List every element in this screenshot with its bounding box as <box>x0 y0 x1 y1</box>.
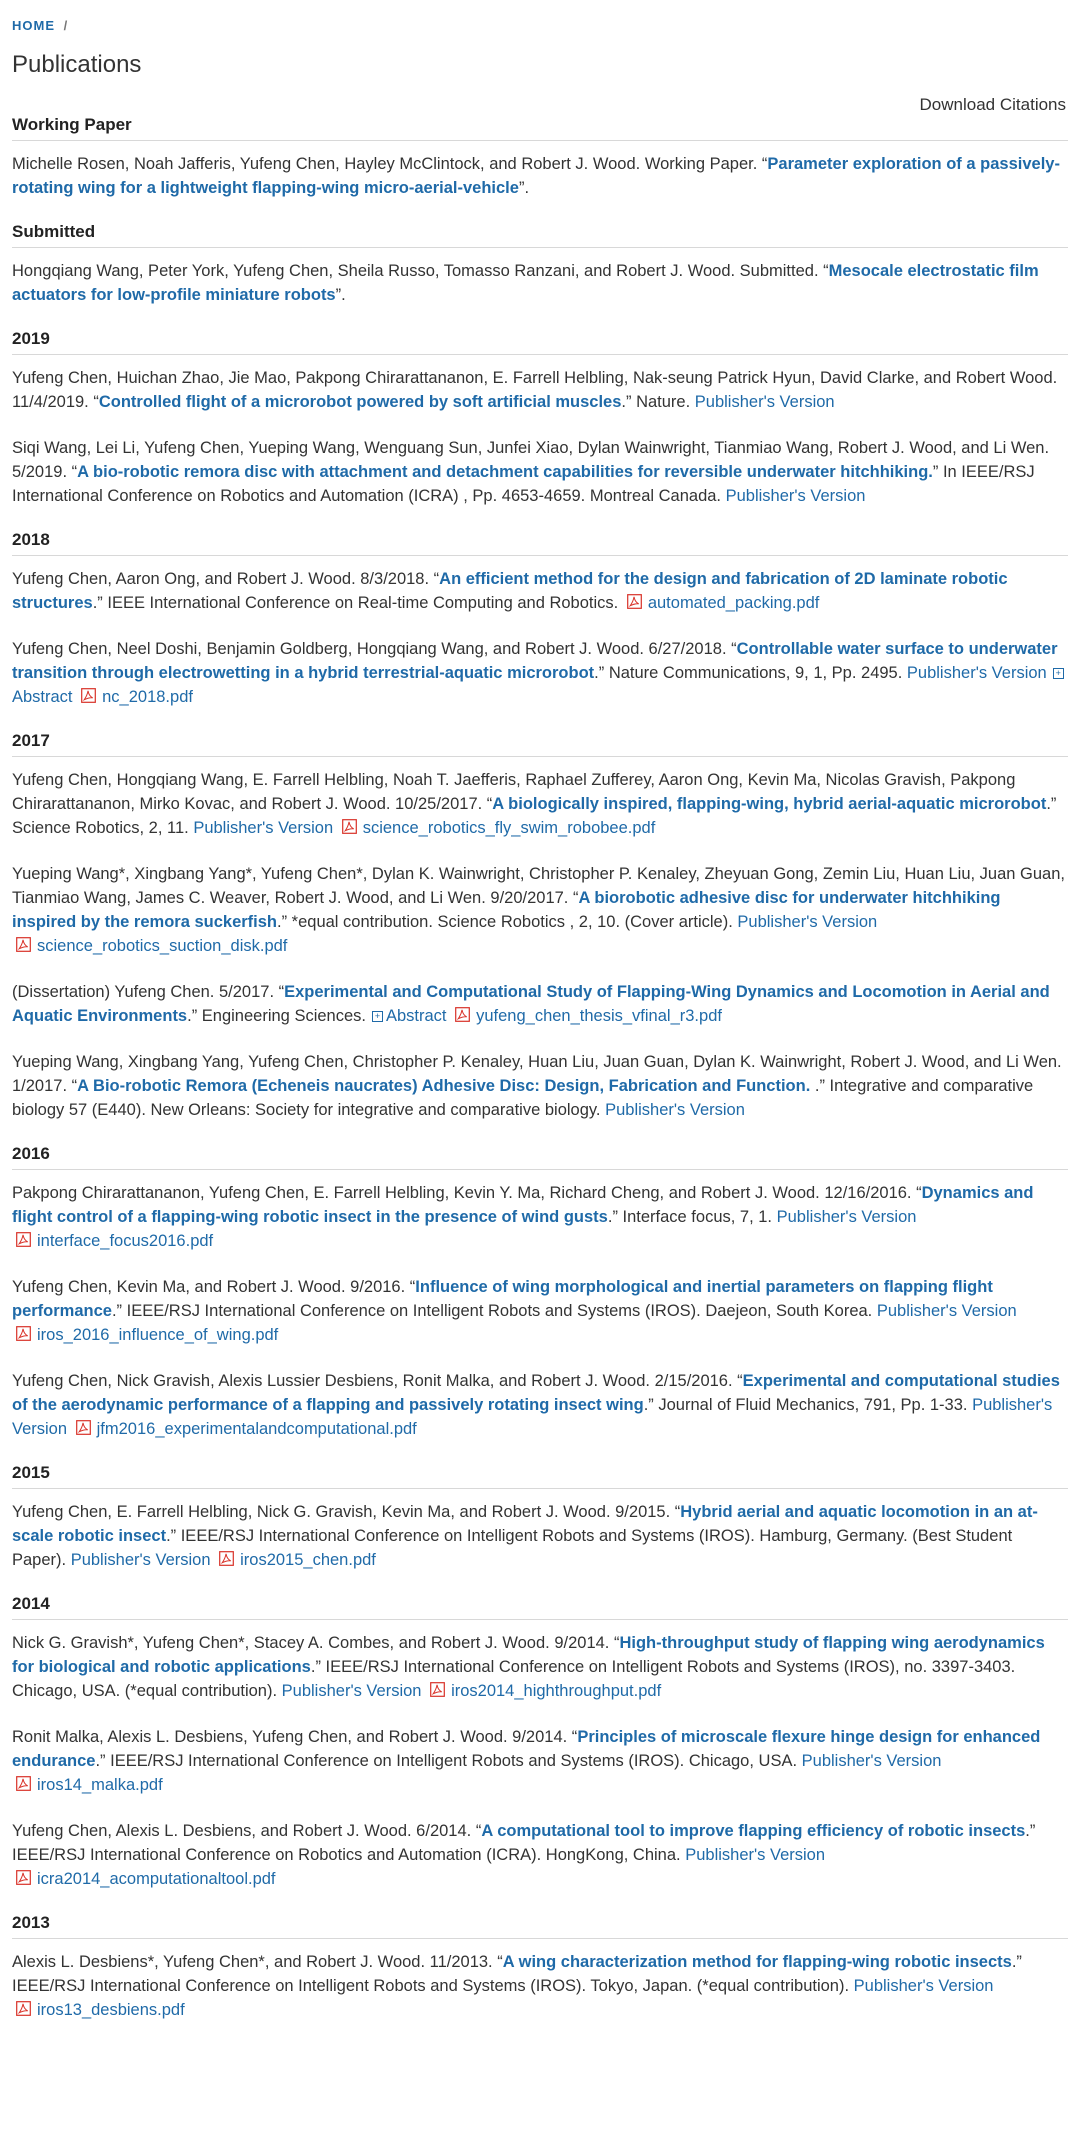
section-heading: 2019 <box>12 329 1068 355</box>
citation-details: .” IEEE/RSJ International Conference on Robotics and Automation (ICRA). HongKong, China. <box>12 1822 1036 1864</box>
abstract-link[interactable]: Abstract <box>12 688 73 706</box>
publication-title-link[interactable]: High-throughput study of flapping wing aerodynamics for biological and robotic applications <box>12 1634 1045 1676</box>
citation-details: .” Journal of Fluid Mechanics, 791, Pp. 1-33. <box>643 1396 968 1414</box>
citation-authors: Nick G. Gravish*, Yufeng Chen*, Stacey A. Combes, and Robert J. Wood. 9/2014. “ <box>12 1634 620 1652</box>
citation-authors: Pakpong Chirarattananon, Yufeng Chen, E. Farrell Helbling, Kevin Y. Ma, Richard Cheng, and Robert J. Wood. 12/16/2016. “ <box>12 1184 922 1202</box>
citation-details: .” Integrative and comparative biology 57 (E440). New Orleans: Society for integrative and comparative biology. <box>12 1077 1034 1119</box>
citation-authors: Yufeng Chen, Hongqiang Wang, E. Farrell Helbling, Noah T. Jaefferis, Raphael Zufferey, Aaron Ong, Kevin Ma, Nicolas Gravish, Pakpong Chirarattananon, Mirko Kovac, and Robert J. Wood. 10/25/2017. “ <box>12 771 1016 813</box>
pdf-attachment[interactable] <box>12 1323 278 1347</box>
publication-entry <box>12 1050 1068 1122</box>
pdf-icon <box>16 937 31 952</box>
publication-title-link[interactable]: Dynamics and flight control of a flapping-wing robotic insect in the presence of wind gusts <box>12 1184 1034 1226</box>
citation-authors: Hongqiang Wang, Peter York, Yufeng Chen, Sheila Russo, Tomasso Ranzani, and Robert J. Wood. Submitted. “ <box>12 262 829 280</box>
pdf-icon <box>430 1682 445 1697</box>
pdf-file-link[interactable]: iros2015_chen.pdf <box>240 1551 376 1569</box>
publication-entry <box>12 366 1068 414</box>
publication-section <box>12 115 1068 200</box>
citation-details: .” Nature Communications, 9, 1, Pp. 2495. <box>594 664 903 682</box>
publication-entry <box>12 980 1068 1028</box>
pdf-file-link[interactable]: nc_2018.pdf <box>102 688 193 706</box>
citation-details: .” IEEE/RSJ International Conference on Intelligent Robots and Systems (IROS). Daejeon, South Korea. <box>111 1302 873 1320</box>
citation-details: ”. <box>518 179 530 197</box>
publisher-version-link[interactable]: Publisher's Version <box>737 913 878 931</box>
section-heading: 2016 <box>12 1144 1068 1170</box>
pdf-file-link[interactable]: icra2014_acomputationaltool.pdf <box>37 1870 276 1888</box>
pdf-file-link[interactable]: yufeng_chen_thesis_vfinal_r3.pdf <box>476 1007 722 1025</box>
section-heading: 2017 <box>12 731 1068 757</box>
publisher-version-link[interactable]: Publisher's Version <box>605 1101 745 1119</box>
breadcrumb-separator: / <box>63 18 69 33</box>
section-heading: 2015 <box>12 1463 1068 1489</box>
publication-entry <box>12 637 1068 709</box>
publication-section <box>12 329 1068 508</box>
publication-title-link[interactable]: A wing characterization method for flapping-wing robotic insects <box>502 1953 1012 1971</box>
download-citations-link[interactable]: Download Citations <box>919 95 1066 114</box>
publication-entry <box>12 1819 1068 1891</box>
publisher-version-link[interactable]: Publisher's Version <box>12 1396 1053 1438</box>
citation-details: .” *equal contribution. Science Robotics , 2, 10. (Cover article). <box>277 913 733 931</box>
abstract-link[interactable]: Abstract <box>385 1007 447 1025</box>
pdf-icon <box>81 688 96 703</box>
citation-details: .” Interface focus, 7, 1. <box>607 1208 773 1226</box>
citation-authors: Yueping Wang*, Xingbang Yang*, Yufeng Chen*, Dylan K. Wainwright, Christopher P. Kenaley, Zheyuan Gong, Zemin Liu, Huan Liu, Juan Guan, Tianmiao Wang, James C. Weaver, Robert J. Wood, and Li Wen. 9/20/2017. “ <box>12 865 1065 907</box>
publication-entry <box>12 436 1068 508</box>
publication-section <box>12 530 1068 709</box>
pdf-attachment[interactable] <box>12 1867 276 1891</box>
publication-entry <box>12 1369 1068 1441</box>
publication-section <box>12 1463 1068 1572</box>
citation-authors: Yufeng Chen, Kevin Ma, and Robert J. Wood. 9/2016. “ <box>12 1278 416 1296</box>
publication-entry <box>12 1631 1068 1703</box>
pdf-icon <box>219 1551 234 1566</box>
publication-entry <box>12 1725 1068 1797</box>
pdf-attachment[interactable] <box>426 1679 661 1703</box>
pdf-attachment[interactable] <box>12 1773 163 1797</box>
publication-title-link[interactable]: A Bio-robotic Remora (Echeneis naucrates) Adhesive Disc: Design, Fabrication and Function. <box>77 1077 811 1095</box>
section-heading: 2018 <box>12 530 1068 556</box>
pdf-attachment[interactable] <box>72 1417 417 1441</box>
citation-details: .” IEEE International Conference on Real-time Computing and Robotics. <box>92 594 619 612</box>
citation-authors: Yufeng Chen, Aaron Ong, and Robert J. Wood. 8/3/2018. “ <box>12 570 440 588</box>
publication-list <box>12 115 1068 2022</box>
publisher-version-link[interactable]: Publisher's Version <box>694 393 835 411</box>
publisher-version-link[interactable]: Publisher's Version <box>685 1846 826 1864</box>
pdf-attachment[interactable] <box>12 1229 213 1253</box>
breadcrumb-home-link[interactable]: HOME <box>12 18 55 33</box>
plus-square-icon[interactable]: + <box>1053 668 1064 679</box>
citation-details: .” Engineering Sciences. <box>187 1007 366 1025</box>
publication-title-link[interactable]: Parameter exploration of a passively-rotating wing for a lightweight flapping-wing micro-aerial-vehicle <box>12 155 1060 197</box>
section-heading: Submitted <box>12 222 1068 248</box>
publisher-version-link[interactable]: Publisher's Version <box>906 664 1047 682</box>
publication-title-link[interactable]: Experimental and computational studies of the aerodynamic performance of a flapping and passively rotating insect wing <box>12 1372 1060 1414</box>
publisher-version-link[interactable]: Publisher's Version <box>801 1752 942 1770</box>
citation-authors: Yufeng Chen, Alexis L. Desbiens, and Robert J. Wood. 6/2014. “ <box>12 1822 482 1840</box>
publisher-version-link[interactable]: Publisher's Version <box>281 1682 422 1700</box>
pdf-file-link[interactable]: iros2014_highthroughput.pdf <box>451 1682 662 1700</box>
publication-entry <box>12 152 1068 200</box>
publication-section <box>12 1913 1068 2022</box>
publication-section <box>12 731 1068 1122</box>
section-heading: Working Paper <box>12 115 1068 141</box>
publication-title-link[interactable]: A biologically inspired, flapping-wing, hybrid aerial-aquatic microrobot <box>492 795 1047 813</box>
citation-authors: Yufeng Chen, Huichan Zhao, Jie Mao, Pakpong Chirarattananon, E. Farrell Helbling, Nak-seung Patrick Hyun, David Clarke, and Robert Wood. 11/4/2019. “ <box>12 369 1058 411</box>
citation-details: ” In IEEE/RSJ International Conference on Robotics and Automation (ICRA) , Pp. 4653-4659. Montreal Canada. <box>12 463 1035 505</box>
pdf-file-link[interactable]: science_robotics_suction_disk.pdf <box>37 937 288 955</box>
pdf-icon <box>455 1007 470 1022</box>
publication-section <box>12 222 1068 307</box>
publication-title-link[interactable]: Influence of wing morphological and inertial parameters on flapping flight performance <box>12 1278 993 1320</box>
publisher-version-link[interactable]: Publisher's Version <box>876 1302 1017 1320</box>
pdf-file-link[interactable]: interface_focus2016.pdf <box>37 1232 214 1250</box>
pdf-file-link[interactable]: iros13_desbiens.pdf <box>37 2001 185 2019</box>
publication-section <box>12 1594 1068 1891</box>
publication-entry <box>12 1500 1068 1572</box>
pdf-icon <box>16 1870 31 1885</box>
citation-authors: Alexis L. Desbiens*, Yufeng Chen*, and Robert J. Wood. 11/2013. “ <box>12 1953 503 1971</box>
pdf-attachment[interactable] <box>451 1004 722 1028</box>
pdf-file-link[interactable]: science_robotics_fly_swim_robobee.pdf <box>362 819 656 837</box>
publication-entry <box>12 567 1068 615</box>
plus-square-icon[interactable]: + <box>372 1011 383 1022</box>
citation-details: .” IEEE/RSJ International Conference on Intelligent Robots and Systems (IROS), no. 3397-3403. Chicago, USA. (*equal contribution). <box>12 1658 1016 1700</box>
publication-title-link[interactable]: A bio-robotic remora disc with attachment and detachment capabilities for reversible underwater hitchhiking. <box>77 463 933 481</box>
publication-title-link[interactable]: Mesocale electrostatic film actuators for low-profile miniature robots <box>12 262 1039 304</box>
citation-authors: Yueping Wang, Xingbang Yang, Yufeng Chen, Christopher P. Kenaley, Huan Liu, Juan Guan, Dylan K. Wainwright, Robert J. Wood, and Li Wen. 1/2017. “ <box>12 1053 1062 1095</box>
citation-details: .” Science Robotics, 2, 11. <box>12 795 1057 837</box>
publication-title-link[interactable]: Controlled flight of a microrobot powered by soft artificial muscles <box>98 393 622 411</box>
pdf-file-link[interactable]: jfm2016_experimentalandcomputational.pdf <box>96 1420 417 1438</box>
section-heading: 2013 <box>12 1913 1068 1939</box>
pdf-attachment[interactable] <box>12 1998 185 2022</box>
publisher-version-link[interactable]: Publisher's Version <box>853 1977 994 1995</box>
page-title: Publications <box>12 51 142 78</box>
pdf-attachment[interactable] <box>338 816 656 840</box>
citation-details: .” Nature. <box>621 393 691 411</box>
publication-title-link[interactable]: Controllable water surface to underwater transition through electrowetting in a hybrid terrestrial-aquatic microrobot <box>12 640 1058 682</box>
publication-section <box>12 1144 1068 1441</box>
citation-details: .” IEEE/RSJ International Conference on Intelligent Robots and Systems (IROS). Tokyo, Japan. (*equal contribution). <box>12 1953 1022 1995</box>
publication-entry <box>12 862 1068 958</box>
citation-authors: Siqi Wang, Lei Li, Yufeng Chen, Yueping Wang, Wenguang Sun, Junfei Xiao, Dylan Wainwright, Tianmiao Wang, Robert J. Wood, and Li Wen. 5/2019. “ <box>12 439 1050 481</box>
pdf-attachment[interactable] <box>623 591 820 615</box>
citation-authors: Yufeng Chen, E. Farrell Helbling, Nick G. Gravish, Kevin Ma, and Robert J. Wood. 9/2015. “ <box>12 1503 681 1521</box>
pdf-icon <box>16 2001 31 2016</box>
citation-details: .” IEEE/RSJ International Conference on Intelligent Robots and Systems (IROS). Hamburg, Germany. (Best Student Paper). <box>12 1527 1013 1569</box>
pdf-file-link[interactable]: iros_2016_influence_of_wing.pdf <box>37 1326 279 1344</box>
publication-entry <box>12 1181 1068 1253</box>
citation-authors: Yufeng Chen, Neel Doshi, Benjamin Goldberg, Hongqiang Wang, and Robert J. Wood. 6/27/2018. “ <box>12 640 737 658</box>
citation-authors: Ronit Malka, Alexis L. Desbiens, Yufeng Chen, and Robert J. Wood. 9/2014. “ <box>12 1728 578 1746</box>
pdf-icon <box>16 1776 31 1791</box>
publication-entry <box>12 259 1068 307</box>
publication-entry <box>12 1275 1068 1347</box>
pdf-icon <box>16 1326 31 1341</box>
publication-title-link[interactable]: Hybrid aerial and aquatic locomotion in an at-scale robotic insect <box>12 1503 1038 1545</box>
publication-title-link[interactable]: An efficient method for the design and fabrication of 2D laminate robotic structures <box>12 570 1008 612</box>
pdf-attachment[interactable] <box>215 1548 376 1572</box>
publisher-version-link[interactable]: Publisher's Version <box>725 487 866 505</box>
citation-details: ”. <box>335 286 346 304</box>
pdf-attachment[interactable] <box>12 934 287 958</box>
publication-title-link[interactable]: Experimental and Computational Study of Flapping-Wing Dynamics and Locomotion in Aerial and Aquatic Environments <box>12 983 1050 1025</box>
pdf-icon <box>627 594 642 609</box>
pdf-icon <box>16 1232 31 1247</box>
publisher-version-link[interactable]: Publisher's Version <box>776 1208 917 1226</box>
publisher-version-link[interactable]: Publisher's Version <box>70 1551 211 1569</box>
citation-authors: Yufeng Chen, Nick Gravish, Alexis Lussier Desbiens, Ronit Malka, and Robert J. Wood. 2/15/2016. “ <box>12 1372 743 1390</box>
pdf-icon <box>342 819 357 834</box>
publication-entry <box>12 768 1068 840</box>
pdf-file-link[interactable]: iros14_malka.pdf <box>37 1776 163 1794</box>
section-heading: 2014 <box>12 1594 1068 1620</box>
pdf-file-link[interactable]: automated_packing.pdf <box>647 594 820 612</box>
citation-authors: Michelle Rosen, Noah Jafferis, Yufeng Chen, Hayley McClintock, and Robert J. Wood. Working Paper. “ <box>12 155 768 173</box>
publisher-version-link[interactable]: Publisher's Version <box>193 819 334 837</box>
publication-entry <box>12 1950 1068 2022</box>
publication-title-link[interactable]: Principles of microscale flexure hinge design for enhanced endurance <box>12 1728 1041 1770</box>
pdf-icon <box>76 1420 91 1435</box>
citation-details: .” IEEE/RSJ International Conference on Intelligent Robots and Systems (IROS). Chicago, USA. <box>95 1752 798 1770</box>
publication-title-link[interactable]: A biorobotic adhesive disc for underwater hitchhiking inspired by the remora suckerfish <box>12 889 1001 931</box>
pdf-attachment[interactable] <box>77 685 193 709</box>
breadcrumb <box>12 0 1068 33</box>
citation-authors: (Dissertation) Yufeng Chen. 5/2017. “ <box>12 983 285 1001</box>
publication-title-link[interactable]: A computational tool to improve flapping efficiency of robotic insects <box>481 1822 1026 1840</box>
